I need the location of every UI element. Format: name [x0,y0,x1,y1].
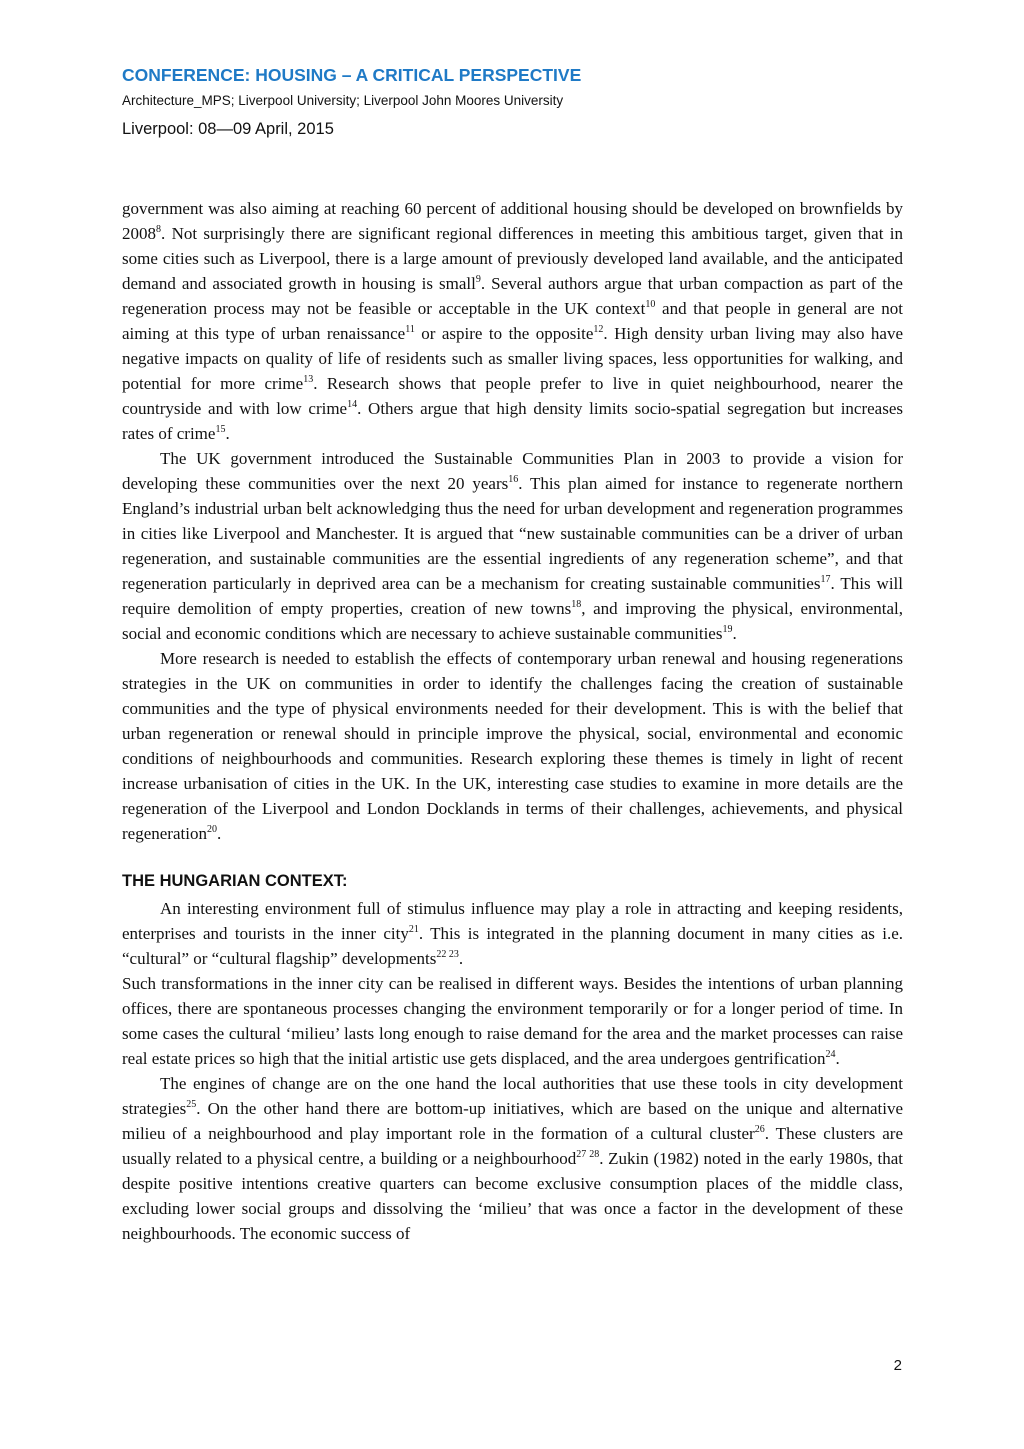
conference-title: CONFERENCE: HOUSING – A CRITICAL PERSPECTIVE [122,65,582,85]
conference-location-date: Liverpool: 08—09 April, 2015 [122,120,334,138]
paragraph-text: or aspire to the opposite [414,324,594,343]
page-number: 2 [893,1357,902,1374]
section-heading: THE HUNGARIAN CONTEXT: [122,872,348,890]
paragraph-text: . [225,424,230,443]
paragraph-text: An interesting environment full of stimulus influence may play a role in attracting and keeping residents, enterprises and tourists in the inner city [122,899,903,943]
footnote-reference: 17 [820,574,831,585]
paragraph-text: . [458,949,464,968]
paragraph-text: The UK government introduced the Sustainable Communities Plan in 2003 to provide a vision for developing these communities over the next 20 years [122,449,903,493]
body-paragraph [122,971,903,1071]
body-paragraph [122,196,903,446]
paragraph-text: government was also aiming at reaching 60 percent of additional housing should be developed on brownfields by 2008 [122,199,903,243]
paragraph-text: . These clusters are usually related to a physical centre, a building or a neighbourhood [122,1124,904,1168]
paragraph-text: . Others argue that high density limits socio-spatial segregation but increases rates of crime [122,399,903,443]
footnote-reference: 25 [186,1099,197,1110]
body-paragraph [122,646,903,846]
paragraph-text: and that people in general are not aiming at this type of urban renaissance [122,299,903,343]
footnote-reference: 11 [405,324,415,335]
footnote-reference: 16 [508,474,519,485]
footnote-reference: 15 [215,424,226,435]
footnote-reference: 10 [645,299,656,310]
conference-header [122,64,922,139]
paragraph-text: The engines of change are on the one hand the local authorities that use these tools in city development strategies [122,1074,903,1118]
footnote-reference: 27 28 [576,1149,600,1160]
paragraph-text: . Not surprisingly there are significant regional differences in meeting this ambitious target, given that in some cities such as Liverpool, there is a large amount of previously developed land available, and the anticipated demand and associated growth in housing is small [122,224,903,293]
paragraph-text: . Research shows that people prefer to live in quiet neighbourhood, nearer the countryside and with low crime [122,374,904,418]
footnote-reference: 12 [593,324,604,335]
paragraph-text: . Zukin (1982) noted in the early 1980s, that despite positive intentions creative quarters can become exclusive consumption places of the middle class, excluding lower social groups and dissolving the ‘milieu’ that was once a factor in the development of these neighbourhoods. The economic success of [122,1149,903,1243]
footnote-reference: 14 [347,399,358,410]
footnote-reference: 9 [475,274,481,285]
footnote-reference: 19 [722,624,733,635]
footnote-reference: 22 23 [436,949,459,960]
footnote-reference: 24 [825,1049,836,1060]
footnote-reference: 21 [408,924,419,935]
paragraph-text: . High density urban living may also have negative impacts on quality of life of residents such as smaller living spaces, less opportunities for walking, and potential for more crime [122,324,903,393]
paragraph-text: . [835,1049,840,1068]
paragraph-text: . [216,824,222,843]
paragraph-text: . [732,624,737,643]
paragraph-text: Such transformations in the inner city can be realised in different ways. Besides the intentions of urban planning offices, there are spontaneous processes changing the environment temporarily or for a longer period of time. In some cases the cultural ‘milieu’ lasts long enough to raise demand for the area and the market processes can raise real estate prices so high that the initial artistic use gets displaced, and the area undergoes gentrification [122,974,903,1068]
paragraph-text: . This will require demolition of empty properties, creation of new towns [122,574,903,618]
body-paragraph [122,446,903,646]
footnote-reference: 13 [303,374,314,385]
paragraph-text: . This is integrated in the planning document in many cities as i.e. “cultural” or “cultural flagship” developments [122,924,903,968]
body-paragraph [122,896,903,971]
paragraph-text: More research is needed to establish the effects of contemporary urban renewal and housing regenerations strategies in the UK on communities in order to identify the challenges facing the creation of sustainable communities and the type of physical environments needed for their development. This is with the belief that urban regeneration or renewal should in principle improve the physical, social, environmental and economic conditions of neighbourhoods and communities. Research exploring these themes is timely in light of recent increase urbanisation of cities in the UK. In the UK, interesting case studies to examine in more details are the regeneration of the Liverpool and London Docklands in terms of their challenges, achievements, and physical regeneration [122,649,903,843]
footnote-reference: 26 [754,1124,765,1135]
conference-organisers: Architecture_MPS; Liverpool University; Liverpool John Moores University [122,93,564,108]
footnote-reference: 20 [206,824,217,835]
paragraph-text: . Several authors argue that urban compaction as part of the regeneration process may not be feasible or acceptable in the UK context [122,274,903,318]
footnote-reference: 18 [571,599,582,610]
body-paragraph [122,1071,903,1246]
paragraph-text: , and improving the physical, environmental, social and economic conditions which are necessary to achieve sustainable communities [122,599,903,643]
paragraph-text: . On the other hand there are bottom-up initiatives, which are based on the unique and alternative milieu of a neighbourhood and play important role in the formation of a cultural cluster [122,1099,903,1143]
paragraph-text: . This plan aimed for instance to regenerate northern England’s industrial urban belt acknowledging thus the need for urban development and regeneration programmes in cities like Liverpool and Manchester. It is argued that “new sustainable communities can be a driver of urban regeneration, and sustainable communities are the essential ingredients of any regeneration scheme”, and that regeneration particularly in deprived area can be a mechanism for creating sustainable communities [122,474,903,593]
footnote-reference: 8 [156,224,161,235]
document-body [122,196,903,1246]
